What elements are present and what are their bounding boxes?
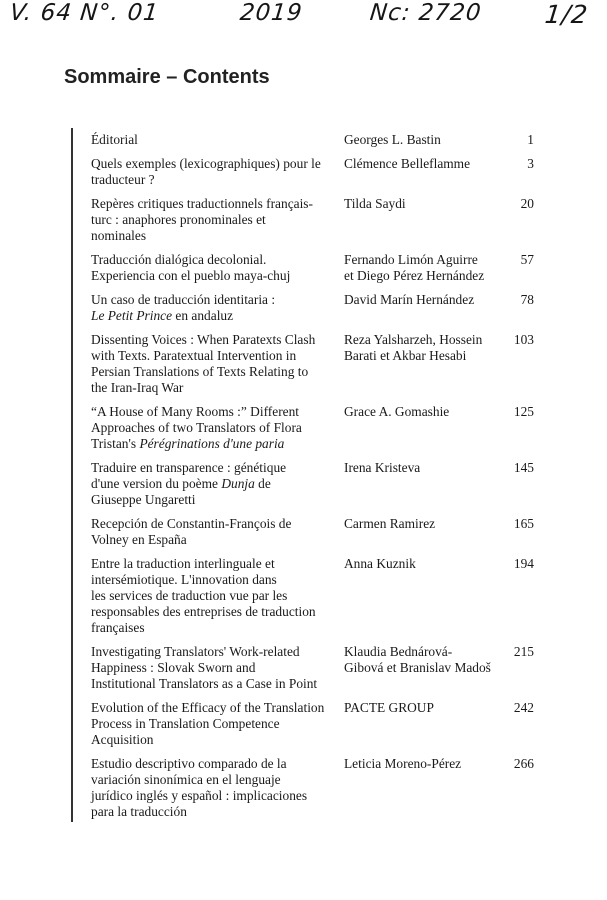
article-title: Traduire en transparence : génétique d'une version du poème Dunja de Giuseppe Ungaretti <box>91 460 287 507</box>
article-page: 215 <box>513 644 534 659</box>
page-title: Sommaire – Contents <box>64 66 270 88</box>
article-title: “A House of Many Rooms :” Different Approaches of two Translators of Flora Tristan's Pérégrinations d'une paria <box>91 404 302 451</box>
article-authors: Anna Kuznik <box>344 556 416 571</box>
article-page: 165 <box>513 516 534 531</box>
article-title: Recepción de Constantin-François de Volney en España <box>91 516 292 547</box>
article-page: 1 <box>527 132 534 147</box>
article-title: Dissenting Voices : When Paratexts Clash with Texts. Paratextual Intervention in Persian Translations of Texts Relating to the Iran-Iraq War <box>91 332 316 395</box>
article-authors: Georges L. Bastin <box>344 132 441 147</box>
article-page: 145 <box>513 460 534 475</box>
article-page: 3 <box>527 156 534 171</box>
article-page: 266 <box>513 756 534 771</box>
article-title: Traducción dialógica decolonial. Experiencia con el pueblo maya-chuj <box>91 252 291 283</box>
article-title: Quels exemples (lexicographiques) pour le traducteur ? <box>91 156 321 187</box>
article-authors: Grace A. Gomashie <box>344 404 450 419</box>
article-page: 103 <box>513 332 534 347</box>
italic-title-fragment: Le Petit Prince <box>91 308 173 323</box>
article-page: 194 <box>513 556 534 571</box>
article-page: 57 <box>520 252 534 267</box>
article-page: 125 <box>513 404 534 419</box>
handwritten-volume-note: V. 64 N°. 01 <box>8 0 161 26</box>
italic-title-fragment: Pérégrinations d'une paria <box>139 436 285 451</box>
article-authors: Irena Kristeva <box>344 460 421 475</box>
article-authors: David Marín Hernández <box>344 292 475 307</box>
contents-vertical-rule <box>71 128 73 822</box>
article-page: 20 <box>520 196 534 211</box>
article-authors: PACTE GROUP <box>344 700 434 715</box>
handwritten-call-number: Nc: 2720 <box>368 0 483 26</box>
handwritten-part-note: 1/2 <box>543 0 590 29</box>
italic-title-fragment: Dunja <box>221 476 255 491</box>
article-title: Entre la traduction interlinguale et intersémiotique. L'innovation dans les services de traduction vue par les responsables des entreprises de traduction françaises <box>91 556 316 635</box>
handwritten-year-note: 2019 <box>238 0 304 26</box>
article-authors: Tilda Saydi <box>344 196 406 211</box>
article-authors: Klaudia Bednárová- Gibová et Branislav Madoš <box>344 644 491 675</box>
article-title: Evolution of the Efficacy of the Translation Process in Translation Competence Acquisition <box>91 700 325 747</box>
article-authors: Carmen Ramirez <box>344 516 436 531</box>
article-title: Un caso de traducción identitaria : Le Petit Prince en andaluz <box>91 292 276 323</box>
article-page: 242 <box>513 700 534 715</box>
article-authors: Reza Yalsharzeh, Hossein Barati et Akbar Hesabi <box>344 332 483 363</box>
article-title: Investigating Translators' Work-related Happiness : Slovak Sworn and Institutional Translators as a Case in Point <box>91 644 318 691</box>
article-title: Repères critiques traductionnels français- turc : anaphores pronominales et nominales <box>91 196 313 243</box>
article-page: 78 <box>520 292 534 307</box>
article-authors: Leticia Moreno-Pérez <box>344 756 462 771</box>
article-authors: Fernando Limón Aguirre et Diego Pérez Hernández <box>344 252 485 283</box>
article-title: Éditorial <box>91 132 138 147</box>
article-title: Estudio descriptivo comparado de la variación sinonímica en el lenguaje jurídico inglés y español : implicaciones para la traducción <box>91 756 308 819</box>
article-authors: Clémence Belleflamme <box>344 156 471 171</box>
